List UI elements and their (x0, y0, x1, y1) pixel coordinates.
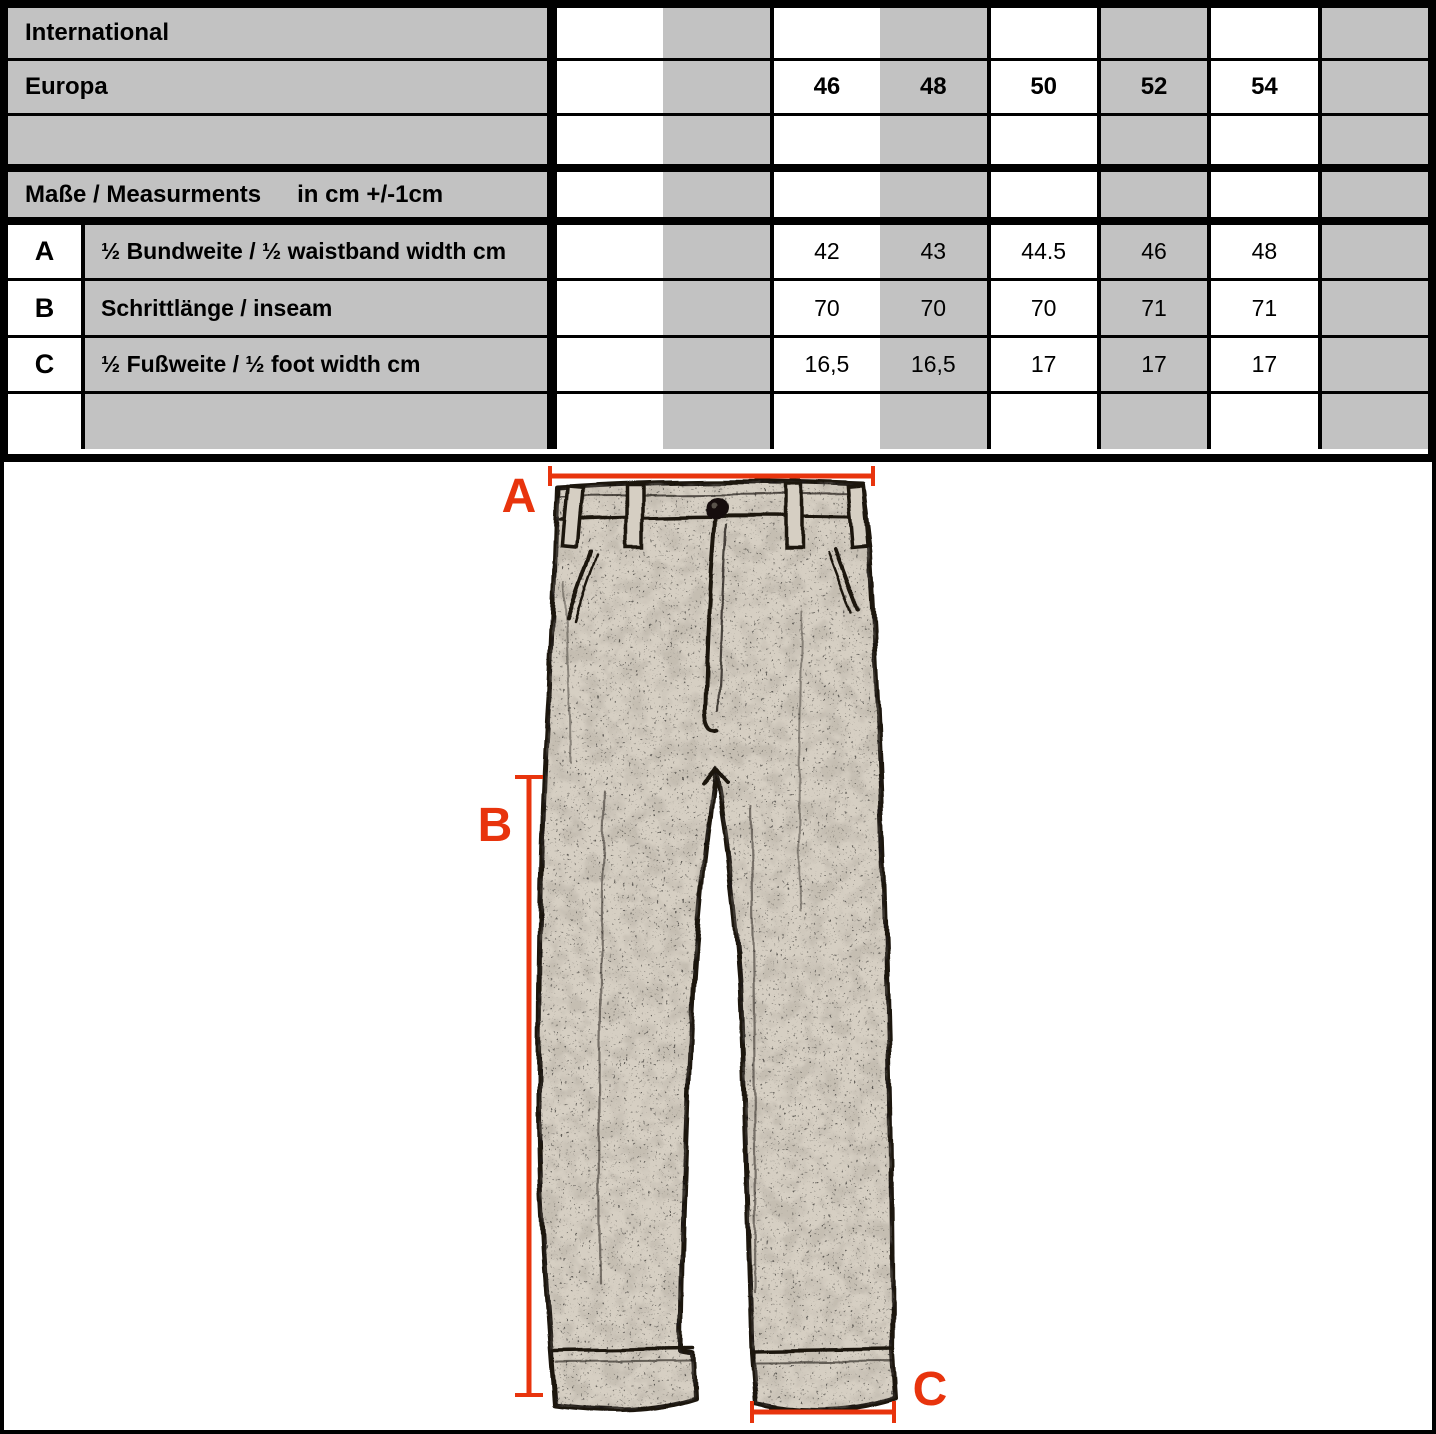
empty-cell (1211, 8, 1321, 58)
table-row-measure-header (8, 172, 1428, 225)
empty-cell (1322, 61, 1428, 113)
empty-cell (991, 172, 1101, 217)
value-cell: 48 (1211, 225, 1321, 278)
empty-cell (1322, 225, 1428, 278)
measurement-label: ½ Bundweite / ½ waistband width cm (85, 225, 557, 278)
empty-cell (1101, 116, 1211, 164)
empty-cell (1322, 338, 1428, 391)
empty-cell (991, 394, 1101, 449)
waist-button-highlight (711, 502, 717, 508)
empty-cell (1322, 8, 1428, 58)
measurement-label: Schrittlänge / inseam (85, 281, 557, 335)
waist-button (706, 497, 728, 519)
size-cell: 50 (991, 61, 1101, 113)
empty-cell (557, 281, 663, 335)
empty-cell (557, 338, 663, 391)
pants-fabric-speckle (539, 481, 895, 1410)
measure-unit-label: in cm +/-1cm (297, 180, 444, 208)
cuff-right-stitch (756, 1361, 892, 1362)
belt-loop (847, 485, 867, 546)
size-cell: 48 (880, 61, 990, 113)
empty-cell (663, 116, 773, 164)
table-row-international (8, 8, 1428, 61)
value-cell: 71 (1101, 281, 1211, 335)
empty-cell (663, 338, 773, 391)
value-cell: 17 (1211, 338, 1321, 391)
value-cell: 42 (774, 225, 880, 278)
empty-cell (557, 8, 663, 58)
empty-cell (880, 116, 990, 164)
size-table (0, 0, 1436, 462)
empty-cell (557, 172, 663, 217)
value-cell: 70 (991, 281, 1101, 335)
table-row-spacer (8, 116, 1428, 172)
letter-cell: A (8, 225, 85, 278)
international-label-cell (8, 8, 557, 58)
marker-c-label: C (912, 1363, 948, 1416)
table-row-europa (8, 61, 1428, 116)
value-cell: 46 (1101, 225, 1211, 278)
value-cell: 17 (991, 338, 1101, 391)
measure-header-label: Maße / Measurments (25, 180, 262, 208)
empty-cell (1101, 394, 1211, 449)
empty-cell (880, 172, 990, 217)
empty-cell (557, 116, 663, 164)
empty-letter-cell (8, 394, 85, 449)
empty-cell (1211, 394, 1321, 449)
empty-cell (1211, 172, 1321, 217)
empty-cell (663, 225, 773, 278)
empty-cell (1322, 394, 1428, 449)
size-cell: 54 (1211, 61, 1321, 113)
empty-label-cell (85, 394, 557, 449)
measurement-label: ½ Fußweite / ½ foot width cm (85, 338, 557, 391)
belt-loop (626, 484, 642, 548)
empty-cell (663, 61, 773, 113)
value-cell: 16,5 (774, 338, 880, 391)
cuff-left-seam (553, 1349, 694, 1351)
europa-label-cell (8, 61, 557, 113)
empty-cell (991, 8, 1101, 58)
value-cell: 70 (880, 281, 990, 335)
cuff-right-seam (753, 1349, 893, 1351)
letter-cell: C (8, 338, 85, 391)
size-cell: 46 (774, 61, 880, 113)
size-cell: 52 (1101, 61, 1211, 113)
empty-cell (663, 394, 773, 449)
empty-cell (774, 394, 880, 449)
empty-cell (663, 8, 773, 58)
pants-diagram (4, 462, 1432, 1430)
table-row-footer (8, 394, 1428, 449)
empty-cell (774, 172, 880, 217)
empty-cell (1322, 172, 1428, 217)
empty-cell (880, 8, 990, 58)
value-cell: 43 (880, 225, 990, 278)
cuff-left-stitch (556, 1361, 694, 1362)
letter-cell: B (8, 281, 85, 335)
diagram-panel (0, 462, 1436, 1434)
value-cell: 44.5 (991, 225, 1101, 278)
international-label: International (25, 19, 170, 46)
measurement-row-c (8, 338, 1428, 394)
value-cell: 70 (774, 281, 880, 335)
empty-cell (1101, 172, 1211, 217)
empty-cell (1322, 281, 1428, 335)
belt-loop (786, 484, 802, 548)
value-cell: 16,5 (880, 338, 990, 391)
marker-b-label: B (477, 799, 513, 852)
belt-loop (561, 486, 581, 547)
marker-a-label: A (501, 470, 537, 523)
empty-cell (880, 394, 990, 449)
empty-cell (774, 8, 880, 58)
empty-cell (557, 61, 663, 113)
empty-cell (774, 116, 880, 164)
pants-illustration (539, 481, 895, 1410)
empty-cell (557, 225, 663, 278)
value-cell: 17 (1101, 338, 1211, 391)
measurement-row-a (8, 225, 1428, 281)
value-cell: 71 (1211, 281, 1321, 335)
measurement-row-b (8, 281, 1428, 338)
empty-label-cell (8, 116, 557, 164)
empty-cell (1211, 116, 1321, 164)
empty-cell (991, 116, 1101, 164)
europa-label: Europa (25, 73, 108, 100)
empty-cell (1101, 8, 1211, 58)
empty-cell (1322, 116, 1428, 164)
measure-header-cell (8, 172, 557, 217)
empty-cell (663, 281, 773, 335)
empty-cell (663, 172, 773, 217)
empty-cell (557, 394, 663, 449)
